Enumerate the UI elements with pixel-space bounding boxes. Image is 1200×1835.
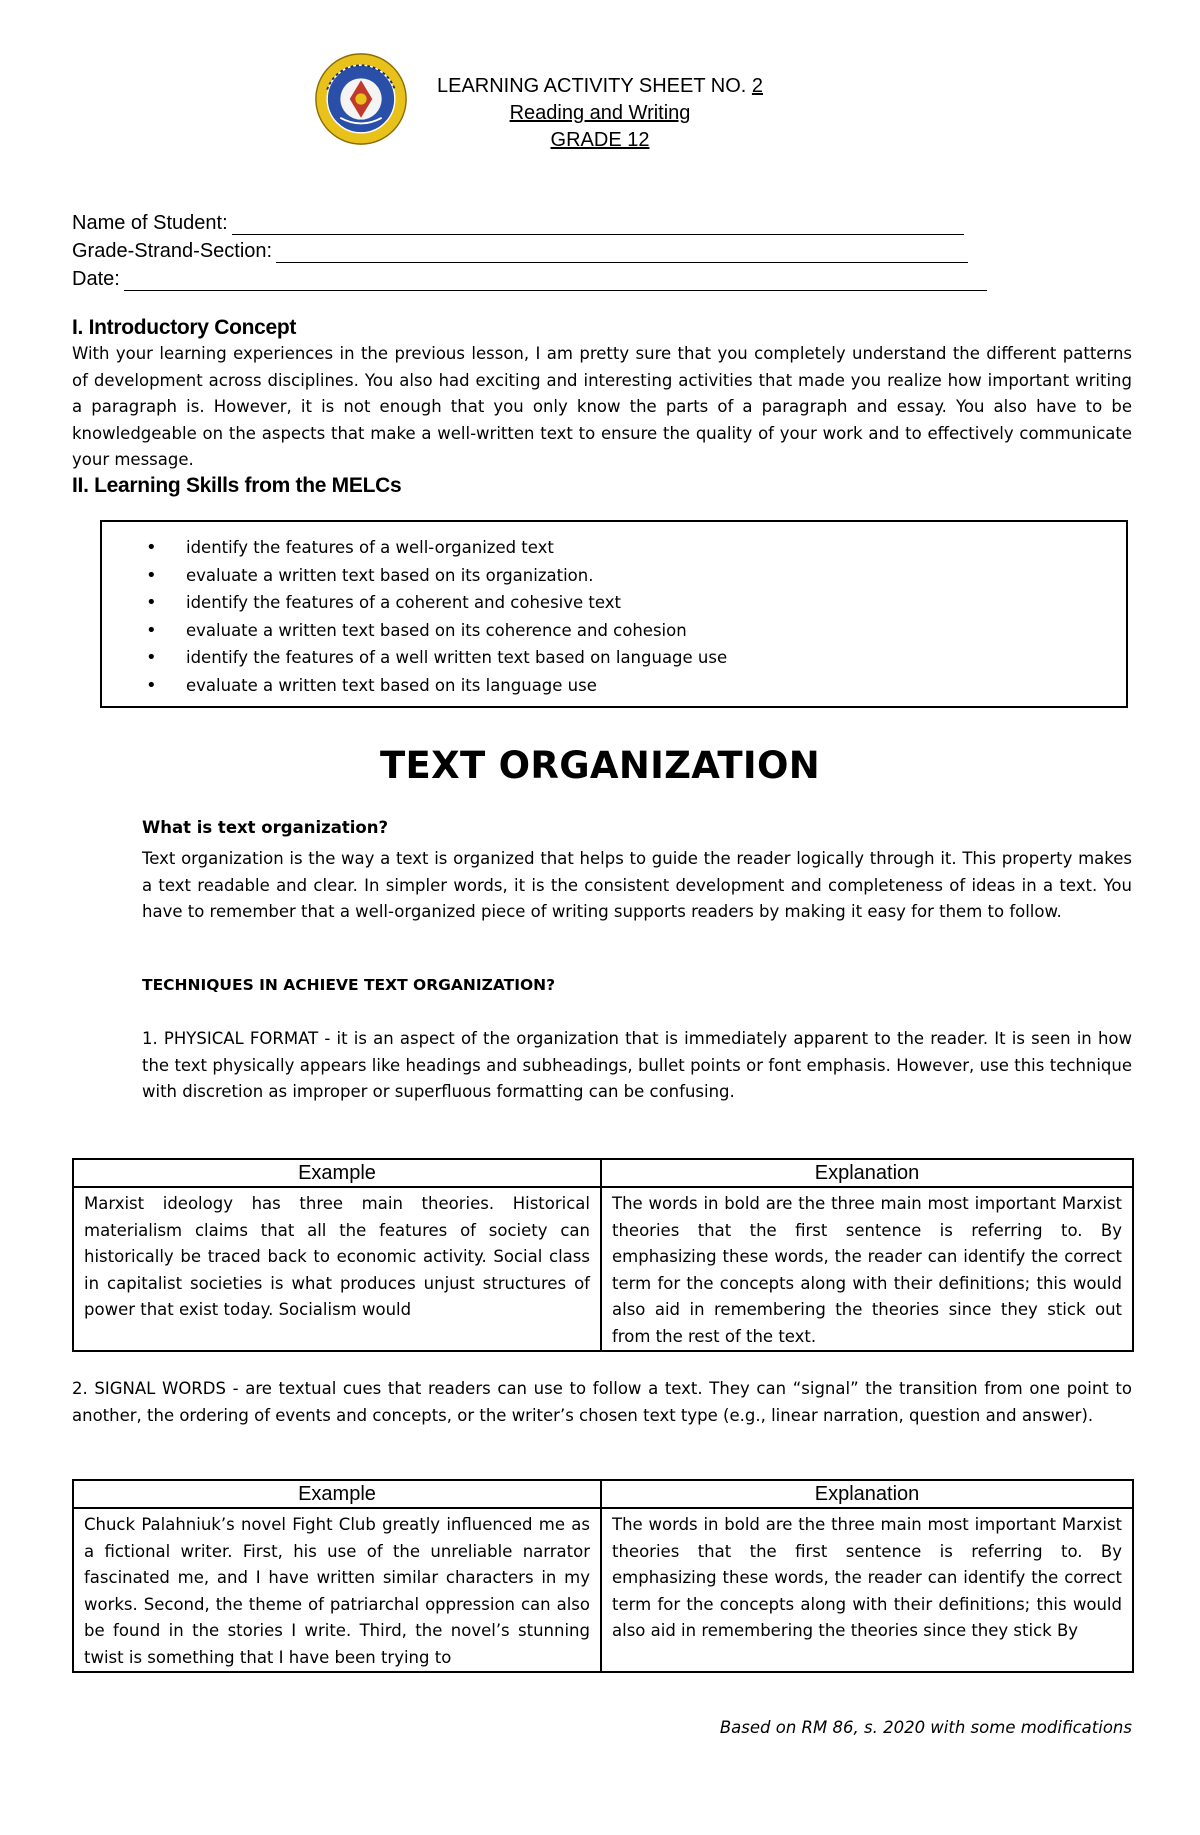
grade-level: GRADE 12 xyxy=(550,129,650,151)
sheet-title-prefix: LEARNING ACTIVITY SHEET NO. xyxy=(436,75,752,97)
list-item: • evaluate a written text based on its organization. xyxy=(146,562,727,590)
technique-physical-format: 1. PHYSICAL FORMAT - it is an aspect of the organization that is immediately apparent to the reader. It is seen in how the text physically appears like headings and subheadings, bullet points or font emphasis. However, use this technique with discretion as improper or superfluous formatting can be confusing. xyxy=(142,1029,1132,1101)
section-field-line[interactable] xyxy=(276,244,968,263)
subject-title: Reading and Writing xyxy=(509,102,691,124)
section-field[interactable] xyxy=(72,235,992,263)
melcs-list xyxy=(146,534,727,699)
melcs-heading: II. Learning Skills from the MELCs xyxy=(72,474,402,497)
section-title: TEXT ORGANIZATION xyxy=(380,744,820,787)
techniques-heading: TECHNIQUES IN ACHIEVE TEXT ORGANIZATION? xyxy=(142,976,556,994)
table-row xyxy=(73,1508,1133,1672)
intro-heading: I. Introductory Concept xyxy=(72,316,297,339)
table-cell-explanation: The words in bold are the three main most important Marxist theories that the first sentence is referring to. By emphasizing these words, the reader can identify the correct term for the concepts along with their definitions; this would also aid in remembering the theories since they stick out from the rest of the text. xyxy=(601,1187,1133,1351)
student-info-fields xyxy=(72,207,992,291)
list-item: • evaluate a written text based on its coherence and cohesion xyxy=(146,617,727,645)
table-cell-explanation: The words in bold are the three main most important Marxist theories that the first sentence is referring to. By emphasizing these words, the reader can identify the correct term for the concepts along with their definitions; this would also aid in remembering the theories since they stick By xyxy=(601,1508,1133,1672)
technique-signal-words: 2. SIGNAL WORDS - are textual cues that readers can use to follow a text. They can “signal” the transition from one point to another, the ordering of events and concepts, or the writer’s chosen text type (e.g., linear narration, question and answer). xyxy=(72,1379,1132,1425)
question-heading: What is text organization? xyxy=(142,818,389,837)
table-header-example: Example xyxy=(73,1159,601,1187)
example-table-2 xyxy=(72,1479,1134,1673)
table-cell-example: Chuck Palahniuk’s novel Fight Club greatly influenced me as a fictional writer. First, his use of the unreliable narrator fascinated me, and I have written similar characters in my works. Second, the theme of patriarchal oppression can also be found in the stories I write. Third, the novel’s stunning twist is something that I have been trying to xyxy=(73,1508,601,1672)
table-header-explanation: Explanation xyxy=(601,1480,1133,1508)
example-table-1 xyxy=(72,1158,1134,1352)
definition-paragraph: Text organization is the way a text is organized that helps to guide the reader logically through it. This property makes a text readable and clear. In simpler words, it is the consistent development and completeness of ideas in a text. You have to remember that a well-organized piece of writing supports readers by making it easy for them to follow. xyxy=(142,849,1132,921)
sheet-number: 2 xyxy=(751,75,764,97)
date-field-line[interactable] xyxy=(124,272,987,291)
table-cell-example: Marxist ideology has three main theories. Historical materialism claims that all the features of society can historically be traced back to economic activity. Social class in capitalist societies is what produces unjust structures of power that exist today. Socialism would xyxy=(73,1187,601,1351)
intro-paragraph: With your learning experiences in the previous lesson, I am pretty sure that you completely understand the different patterns of development across disciplines. You also had exciting and interesting activities that made you realize how important writing a paragraph is. However, it is not enough that you only know the parts of a paragraph and essay. You also have to be knowledgeable on the aspects that make a well-written text to ensure the quality of your work and to effectively communicate your message. xyxy=(72,344,1132,469)
table-header-example: Example xyxy=(73,1480,601,1508)
date-field[interactable] xyxy=(72,263,992,291)
section-field-label: Grade-Strand-Section: xyxy=(72,240,273,262)
name-field-label: Name of Student: xyxy=(72,212,228,234)
list-item: • evaluate a written text based on its language use xyxy=(146,672,727,700)
list-item: • identify the features of a well-organized text xyxy=(146,534,727,562)
sheet-title xyxy=(400,73,800,100)
date-field-label: Date: xyxy=(72,268,120,290)
name-field[interactable] xyxy=(72,207,992,235)
name-field-line[interactable] xyxy=(232,216,964,235)
table-header-explanation: Explanation xyxy=(601,1159,1133,1187)
list-item: • identify the features of a coherent and cohesive text xyxy=(146,589,727,617)
table-row xyxy=(73,1187,1133,1351)
melcs-box xyxy=(100,520,1128,708)
school-seal-logo xyxy=(314,52,408,146)
footer-note: Based on RM 86, s. 2020 with some modifications xyxy=(719,1718,1132,1737)
sheet-header xyxy=(400,73,800,154)
list-item: • identify the features of a well written text based on language use xyxy=(146,644,727,672)
